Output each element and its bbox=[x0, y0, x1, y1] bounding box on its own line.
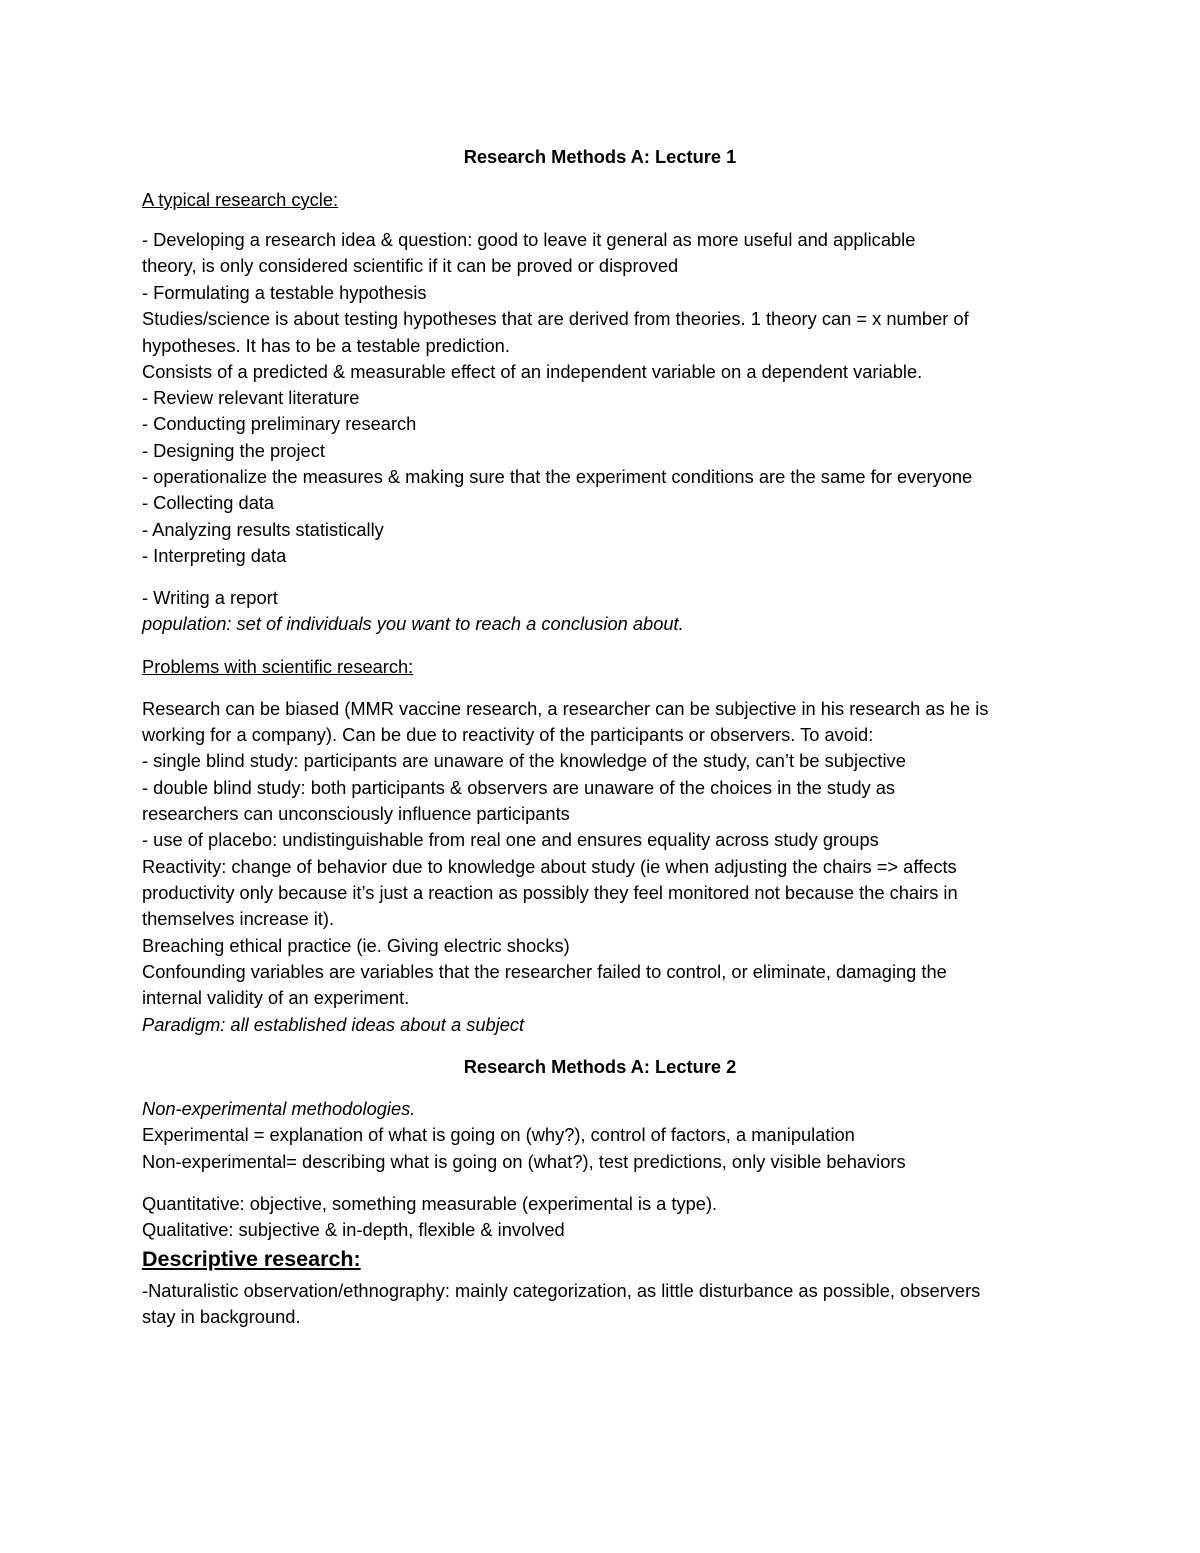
problems-line: - use of placebo: undistinguishable from real one and ensures equality across study groups bbox=[142, 829, 879, 850]
cycle-line: - operationalize the measures & making sure that the experiment conditions are the same for everyone bbox=[142, 466, 973, 487]
problems-heading: Problems with scientific research: bbox=[142, 656, 414, 677]
descriptive-research-heading: Descriptive research: bbox=[142, 1247, 361, 1271]
methodology-line: Non-experimental= describing what is going on (what?), test predictions, only visible behaviors bbox=[142, 1151, 906, 1172]
methodology-line: Experimental = explanation of what is going on (why?), control of factors, a manipulation bbox=[142, 1124, 855, 1145]
cycle-line: hypotheses. It has to be a testable prediction. bbox=[142, 335, 510, 356]
cycle-line: Studies/science is about testing hypotheses that are derived from theories. 1 theory can = x number of bbox=[142, 308, 969, 329]
lecture-2-title: Research Methods A: Lecture 2 bbox=[463, 1056, 737, 1077]
research-cycle-heading: A typical research cycle: bbox=[142, 189, 339, 210]
cycle-line: - Designing the project bbox=[142, 440, 325, 461]
problems-line: Reactivity: change of behavior due to knowledge about study (ie when adjusting the chairs => affects bbox=[142, 856, 957, 877]
problems-line: Research can be biased (MMR vaccine research, a researcher can be subjective in his research as he is bbox=[142, 698, 989, 719]
cycle-line: - Collecting data bbox=[142, 492, 275, 513]
lecture-1-title: Research Methods A: Lecture 1 bbox=[463, 146, 737, 167]
cycle-line: Consists of a predicted & measurable effect of an independent variable on a dependent variable. bbox=[142, 361, 923, 382]
problems-line: working for a company). Can be due to reactivity of the participants or observers. To avoid: bbox=[142, 724, 874, 745]
problems-line: productivity only because it’s just a reaction as possibly they feel monitored not because the chairs in bbox=[142, 882, 958, 903]
descriptive-line: -Naturalistic observation/ethnography: mainly categorization, as little disturbance as possible, observers bbox=[142, 1280, 981, 1301]
cycle-line: - Review relevant literature bbox=[142, 387, 360, 408]
problems-line: - single blind study: participants are unaware of the knowledge of the study, can’t be subjective bbox=[142, 750, 906, 771]
problems-line: Breaching ethical practice (ie. Giving electric shocks) bbox=[142, 935, 570, 956]
problems-line: Confounding variables are variables that the researcher failed to control, or eliminate, damaging the bbox=[142, 961, 947, 982]
non-experimental-heading: Non-experimental methodologies. bbox=[142, 1098, 416, 1119]
problems-line: - double blind study: both participants & observers are unaware of the choices in the study as bbox=[142, 777, 896, 798]
cycle-line: - Analyzing results statistically bbox=[142, 519, 384, 540]
cycle-line: - Developing a research idea & question: good to leave it general as more useful and applicable bbox=[142, 229, 916, 250]
problems-line: internal validity of an experiment. bbox=[142, 987, 410, 1008]
population-note: population: set of individuals you want to reach a conclusion about. bbox=[142, 613, 684, 634]
cycle-line: - Conducting preliminary research bbox=[142, 413, 417, 434]
quant-qual-line: Qualitative: subjective & in-depth, flexible & involved bbox=[142, 1219, 565, 1240]
quant-qual-line: Quantitative: objective, something measurable (experimental is a type). bbox=[142, 1193, 718, 1214]
problems-line: themselves increase it). bbox=[142, 908, 335, 929]
descriptive-line: stay in background. bbox=[142, 1306, 301, 1327]
problems-line: researchers can unconsciously influence participants bbox=[142, 803, 570, 824]
cycle-line: - Interpreting data bbox=[142, 545, 287, 566]
cycle-line: - Formulating a testable hypothesis bbox=[142, 282, 427, 303]
cycle-line: - Writing a report bbox=[142, 587, 278, 608]
cycle-line: theory, is only considered scientific if it can be proved or disproved bbox=[142, 255, 679, 276]
paradigm-note: Paradigm: all established ideas about a subject bbox=[142, 1014, 525, 1035]
